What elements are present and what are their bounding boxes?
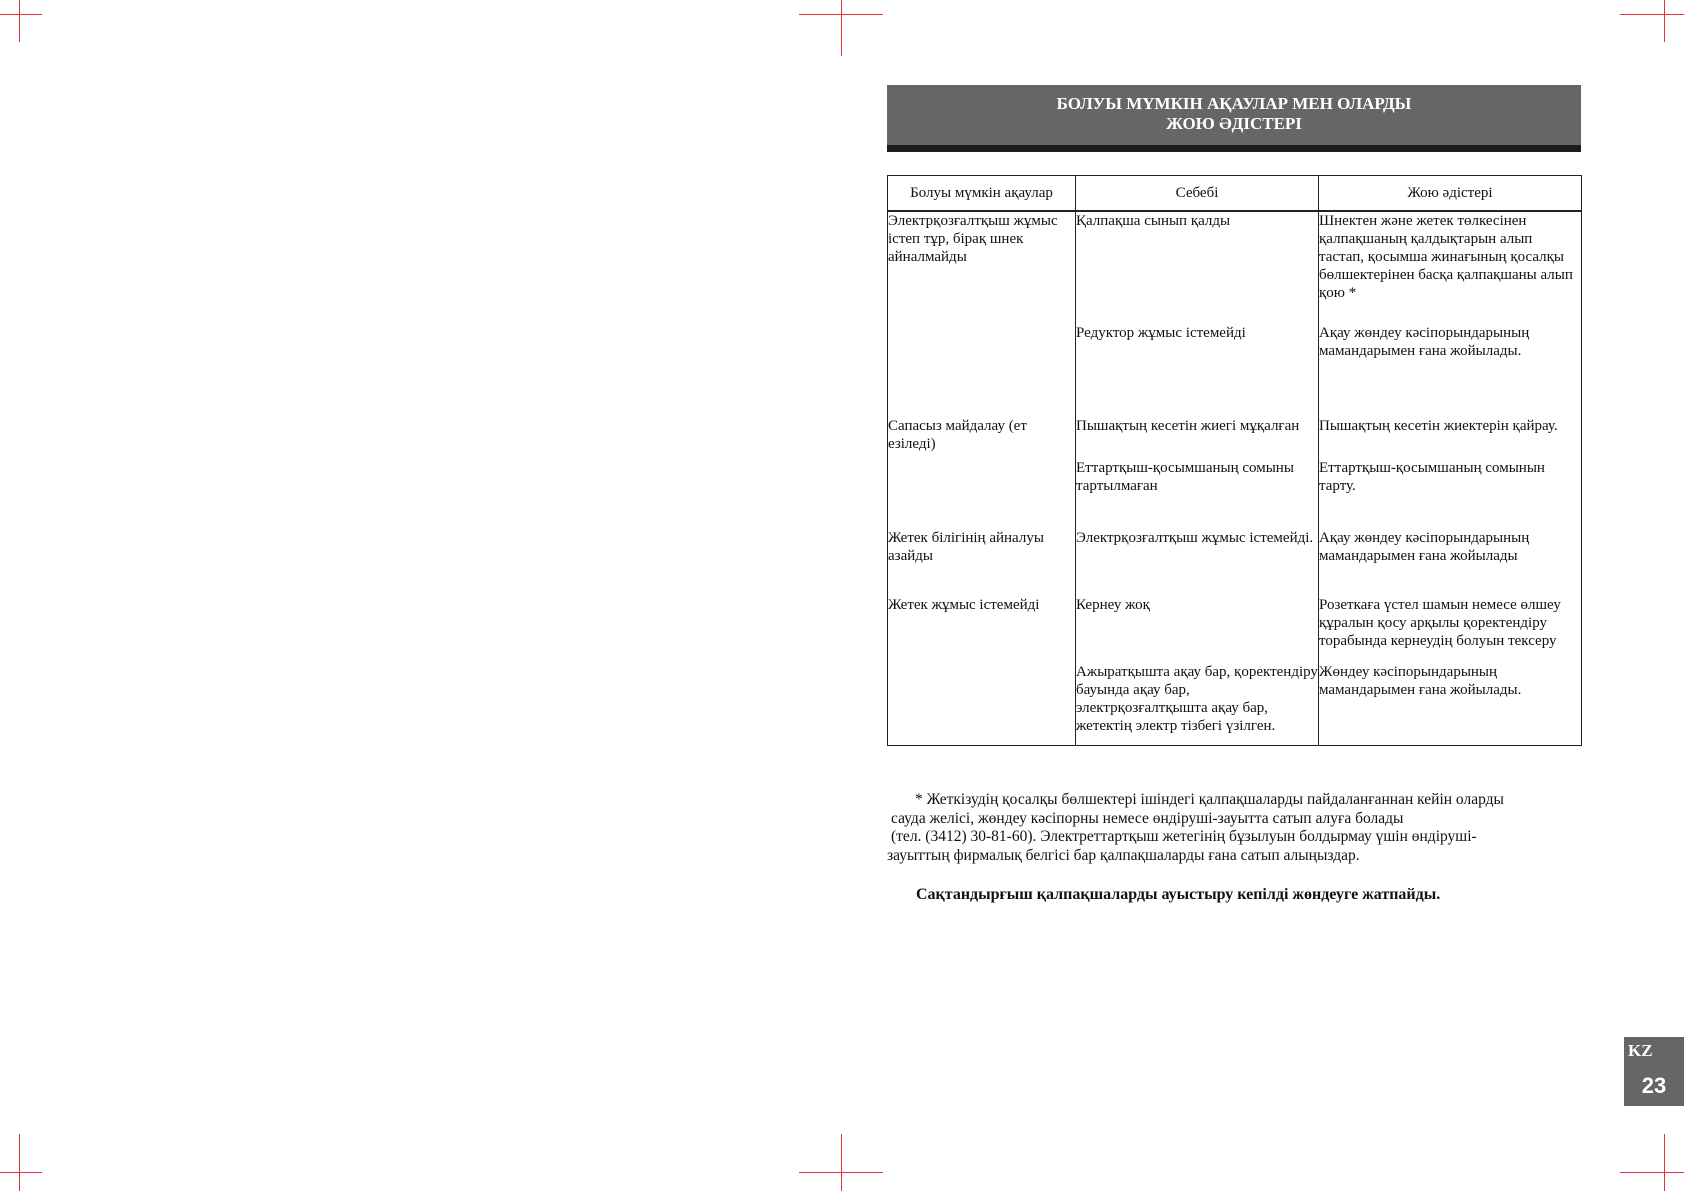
crop-mark <box>1620 1172 1684 1173</box>
crop-mark <box>1664 1134 1665 1191</box>
language-code: KZ <box>1628 1041 1653 1060</box>
crop-mark <box>841 1134 842 1191</box>
cell-cause: Электрқозғалтқыш жұмыс істемейді. <box>1076 529 1319 596</box>
cell-problem <box>888 459 1076 529</box>
page-tab <box>1624 1037 1684 1106</box>
cell-cause: Ажыратқышта ақау бар, қоректендіру бауында ақау бар, электрқозғалтқышта ақау бар, жетектің электр тізбегі үзілген. <box>1076 663 1319 745</box>
table-row <box>888 417 1582 459</box>
warranty-warning: Сақтандырғыш қалпақшаларды ауыстыру кепілді жөндеуге жатпайды. <box>916 886 1441 903</box>
cell-problem: Электрқозғалтқыш жұмыс істеп тұр, бірақ шнек айналмайды <box>888 211 1076 324</box>
table-header-row <box>888 176 1582 212</box>
troubleshooting-table <box>887 175 1582 746</box>
cell-cause: Кернеу жоқ <box>1076 596 1319 663</box>
table-row <box>888 663 1582 745</box>
page-title-line-2: ЖОЮ ӘДІСТЕРІ <box>1166 114 1302 133</box>
title-banner-underline <box>887 145 1581 152</box>
cell-problem: Жетек білігінің айналуы азайды <box>888 529 1076 596</box>
cell-solution: Ақау жөндеу кәсіпорындарының мамандарымен ғана жойылады <box>1319 529 1582 596</box>
cell-problem <box>888 663 1076 745</box>
page-title-line-1: БОЛУЫ МҮМКІН АҚАУЛАР МЕН ОЛАРДЫ <box>1056 94 1412 113</box>
cell-problem <box>888 324 1076 417</box>
crop-mark <box>1620 14 1684 15</box>
cell-solution: Пышақтың кесетін жиектерін қайрау. <box>1319 417 1582 459</box>
crop-mark <box>1664 0 1665 42</box>
crop-mark <box>0 14 42 15</box>
table-row <box>888 596 1582 663</box>
page-title <box>887 94 1581 134</box>
header-problem: Болуы мүмкін ақаулар <box>888 176 1076 212</box>
table-row <box>888 324 1582 417</box>
footnote-line-4: зауыттың фирмалық белгісі бар қалпақшаларды ғана сатып алыңыздар. <box>887 846 1360 864</box>
crop-mark <box>19 1134 20 1191</box>
cell-solution: Розеткаға үстел шамын немесе өлшеу құралын қосу арқылы қоректендіру торабында кернеудің болуын тексеру <box>1319 596 1582 663</box>
cell-cause: Редуктор жұмыс істемейді <box>1076 324 1319 417</box>
crop-mark <box>19 0 20 42</box>
crop-mark <box>0 1172 42 1173</box>
footnote-line-3: (тел. (3412) 30-81-60). Электреттартқыш жетегінің бұзылуын болдырмау үшін өндіруші- <box>891 828 1477 845</box>
cell-problem: Жетек жұмыс істемейді <box>888 596 1076 663</box>
cell-cause: Пышақтың кесетін жиегі мұқалған <box>1076 417 1319 459</box>
cell-problem: Сапасыз майдалау (ет езіледі) <box>888 417 1076 459</box>
footnote <box>887 791 1587 865</box>
header-solution: Жою әдістері <box>1319 176 1582 212</box>
cell-solution: Жөндеу кәсіпорындарының мамандарымен ғана жойылады. <box>1319 663 1582 745</box>
footnote-line-1: * Жеткізудің қосалқы бөлшектері ішіндегі қалпақшаларды пайдаланғаннан кейін оларды <box>915 791 1504 808</box>
cell-solution: Еттартқыш-қосымшаның сомынын тарту. <box>1319 459 1582 529</box>
crop-mark <box>841 0 842 56</box>
cell-solution: Ақау жөндеу кәсіпорындарының мамандарымен ғана жойылады. <box>1319 324 1582 417</box>
table-row <box>888 459 1582 529</box>
cell-solution: Шнектен және жетек төлкесінен қалпақшаның қалдықтарын алып тастап, қосымша жинағының қосалқы бөлшектерінен басқа қалпақшаны алып қою * <box>1319 211 1582 324</box>
table-row <box>888 529 1582 596</box>
cell-cause: Еттартқыш-қосымшаның сомыны тартылмаған <box>1076 459 1319 529</box>
page-number: 23 <box>1641 1073 1667 1098</box>
cell-cause: Қалпақша сынып қалды <box>1076 211 1319 324</box>
header-cause: Себебі <box>1076 176 1319 212</box>
table-row <box>888 211 1582 324</box>
footnote-line-2: сауда желісі, жөндеу кәсіпорны немесе өндіруші-зауытта сатып алуға болады <box>891 809 1404 827</box>
